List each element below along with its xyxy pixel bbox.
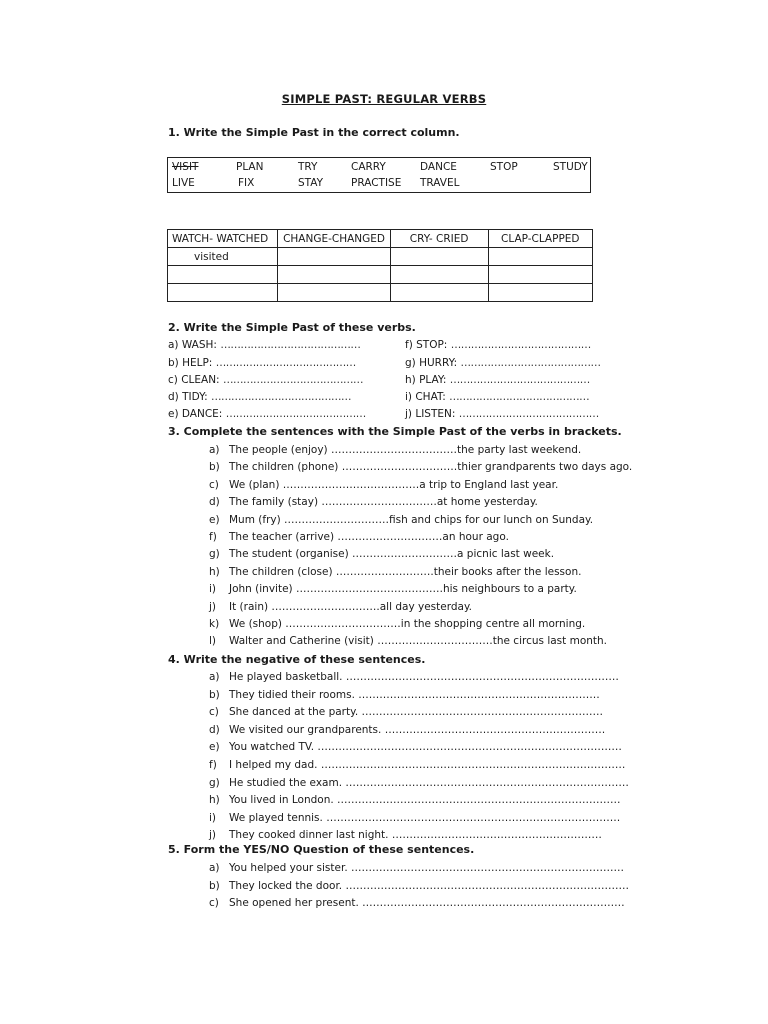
verb-prompt: h) PLAY: xyxy=(405,374,447,386)
table-header-row xyxy=(168,230,593,248)
answer-cell[interactable] xyxy=(390,266,488,284)
table-row xyxy=(168,248,593,266)
exercise-2-item xyxy=(168,390,351,404)
answer-blank[interactable]: …………………………………… xyxy=(458,408,599,420)
item-label: d) xyxy=(209,723,220,736)
item-label: j) xyxy=(209,829,217,842)
item-sentence: They locked the door. ……………………………………………………………………… xyxy=(229,879,629,892)
answer-cell[interactable] xyxy=(168,266,278,284)
page-title: SIMPLE PAST: REGULAR VERBS xyxy=(281,92,487,106)
answer-blank[interactable]: …………………………………… xyxy=(220,339,361,351)
exercise-4-item[interactable] xyxy=(209,688,600,702)
answer-blank[interactable]: …………………………………… xyxy=(215,357,356,369)
item-sentence: The family (stay) ……………………………at home yesterday. xyxy=(229,496,538,509)
exercise-4-item[interactable] xyxy=(209,670,619,684)
item-label: g) xyxy=(209,776,220,789)
verb-item: STOP xyxy=(490,161,518,173)
item-sentence: She opened her present. ………………………………………………………………… xyxy=(229,897,625,909)
item-sentence: The teacher (arrive) …………………………an hour ago. xyxy=(229,531,509,543)
item-label: e) xyxy=(209,513,220,526)
exercise-3-item[interactable] xyxy=(209,547,554,561)
table-row xyxy=(168,284,593,302)
answer-cell[interactable] xyxy=(390,284,488,302)
item-label: l) xyxy=(209,635,217,648)
answer-blank[interactable]: …………………………………… xyxy=(222,374,363,386)
verb-item: TRY xyxy=(298,161,318,173)
item-label: c) xyxy=(209,478,219,491)
exercise-2-item xyxy=(405,356,601,370)
exercise-1-heading: 1. Write the Simple Past in the correct column. xyxy=(168,126,460,139)
exercise-3-item[interactable] xyxy=(209,530,509,544)
column-header: CLAP-CLAPPED xyxy=(488,230,592,248)
item-sentence: The people (enjoy) ………………………………the party last weekend. xyxy=(229,444,582,456)
column-header: WATCH- WATCHED xyxy=(168,230,278,248)
verb-prompt: d) TIDY: xyxy=(168,391,208,403)
exercise-4-item[interactable] xyxy=(209,776,629,790)
item-label: f) xyxy=(209,759,217,771)
verb-item: STAY xyxy=(298,177,324,189)
item-sentence: The children (close) ……………………….their books after the lesson. xyxy=(229,565,582,578)
exercise-2-item xyxy=(405,338,591,352)
item-label: a) xyxy=(209,862,220,874)
answer-cell[interactable] xyxy=(390,248,488,266)
exercise-2-item xyxy=(168,356,356,370)
item-sentence: You watched TV. …………………………………………………………………………… xyxy=(229,741,622,754)
verb-prompt: i) CHAT: xyxy=(405,391,446,403)
exercise-5-item[interactable] xyxy=(209,861,624,875)
item-sentence: They tidied their rooms. …………………………………………………………… xyxy=(229,688,600,701)
item-sentence: We played tennis. ………………………………………………………………………… xyxy=(229,811,621,824)
exercise-2-item xyxy=(405,390,589,404)
verb-prompt: a) WASH: xyxy=(168,339,217,351)
item-sentence: We (shop) ……………………………in the shopping centre all morning. xyxy=(229,618,586,630)
exercise-3-heading: 3. Complete the sentences with the Simple Past of the verbs in brackets. xyxy=(168,425,622,438)
item-sentence: John (invite) ……………………………………his neighbours to a party. xyxy=(229,583,577,596)
item-label: k) xyxy=(209,618,220,630)
exercise-2-heading: 2. Write the Simple Past of these verbs. xyxy=(168,321,416,334)
exercise-4-item[interactable] xyxy=(209,828,602,842)
item-label: h) xyxy=(209,565,220,578)
exercise-4-item[interactable] xyxy=(209,793,621,807)
verb-item: PRACTISE xyxy=(351,177,402,189)
item-label: i) xyxy=(209,811,217,824)
answer-blank[interactable]: …………………………………… xyxy=(211,391,352,403)
exercise-3-item[interactable] xyxy=(209,634,607,648)
item-sentence: You lived in London. ……………………………………………………………………… xyxy=(229,794,621,807)
exercise-3-item[interactable] xyxy=(209,495,538,509)
table-row xyxy=(168,266,593,284)
exercise-4-item[interactable] xyxy=(209,811,620,825)
answer-blank[interactable]: …………………………………… xyxy=(450,339,591,351)
verb-item: DANCE xyxy=(420,161,457,173)
item-sentence: The children (phone) ……………………………thier grandparents two days ago. xyxy=(229,461,633,474)
item-label: g) xyxy=(209,548,220,561)
exercise-2-item xyxy=(405,373,590,387)
verb-item: TRAVEL xyxy=(420,177,460,189)
item-sentence: I helped my dad. …………………………………………………………………………… xyxy=(229,759,626,771)
answer-cell[interactable] xyxy=(278,248,390,266)
answer-cell[interactable] xyxy=(488,266,592,284)
verb-prompt: f) STOP: xyxy=(405,339,448,351)
exercise-4-item[interactable] xyxy=(209,758,625,772)
answer-cell[interactable] xyxy=(168,284,278,302)
exercise-3-item[interactable] xyxy=(209,478,558,492)
exercise-3-item[interactable] xyxy=(209,443,581,457)
exercise-2-item xyxy=(168,338,360,352)
item-label: b) xyxy=(209,688,220,701)
verb-columns-table xyxy=(167,229,593,302)
item-label: a) xyxy=(209,671,220,683)
verb-box xyxy=(167,157,591,193)
item-label: i) xyxy=(209,583,217,596)
exercise-4-item[interactable] xyxy=(209,705,603,719)
verb-prompt: b) HELP: xyxy=(168,357,213,369)
answer-cell[interactable] xyxy=(488,248,592,266)
exercise-4-item[interactable] xyxy=(209,723,605,737)
verb-item: CARRY xyxy=(351,161,386,173)
item-sentence: They cooked dinner last night. …………………………………………………… xyxy=(229,829,602,842)
verb-item: VISIT xyxy=(172,161,199,173)
exercise-4-item[interactable] xyxy=(209,740,622,754)
item-sentence: He played basketball. …………………………………………………………………… xyxy=(229,671,619,683)
item-sentence: He studied the exam. ……………………………………………………………………… xyxy=(229,776,629,789)
answer-cell[interactable] xyxy=(488,284,592,302)
exercise-3-item[interactable] xyxy=(209,617,585,631)
answer-cell[interactable] xyxy=(278,284,390,302)
verb-prompt: g) HURRY: xyxy=(405,357,458,369)
answer-blank[interactable]: …………………………………… xyxy=(449,391,590,403)
exercise-3-item[interactable] xyxy=(209,600,472,614)
item-label: b) xyxy=(209,461,220,474)
item-sentence: The student (organise) …………………………a picnic last week. xyxy=(229,548,555,561)
item-label: c) xyxy=(209,706,219,719)
exercise-3-item[interactable] xyxy=(209,460,632,474)
exercise-5-heading: 5. Form the YES/NO Question of these sentences. xyxy=(168,843,475,856)
exercise-3-item[interactable] xyxy=(209,513,593,527)
verb-prompt: c) CLEAN: xyxy=(168,374,220,386)
answer-blank[interactable]: …………………………………… xyxy=(449,374,590,386)
item-label: e) xyxy=(209,741,220,754)
item-label: j) xyxy=(209,600,217,613)
verb-prompt: j) LISTEN: xyxy=(405,408,456,420)
answer-cell[interactable] xyxy=(278,266,390,284)
item-sentence: We visited our grandparents. ……………………………………………………… xyxy=(229,723,606,736)
exercise-2-item xyxy=(168,407,366,421)
item-sentence: Mum (fry) …………………………fish and chips for our lunch on Sunday. xyxy=(229,513,594,526)
item-label: h) xyxy=(209,794,220,807)
exercise-5-item[interactable] xyxy=(209,896,625,910)
verb-item: PLAN xyxy=(236,161,264,173)
column-header: CRY- CRIED xyxy=(390,230,488,248)
column-header: CHANGE-CHANGED xyxy=(278,230,390,248)
item-label: f) xyxy=(209,531,217,543)
verb-prompt: e) DANCE: xyxy=(168,408,223,420)
item-sentence: It (rain) ………………………….all day yesterday. xyxy=(229,600,473,613)
item-label: a) xyxy=(209,444,220,456)
exercise-5-item[interactable] xyxy=(209,879,629,893)
verb-item: STUDY xyxy=(553,161,588,173)
exercise-2-item xyxy=(168,373,363,387)
exercise-3-item[interactable] xyxy=(209,582,577,596)
item-sentence: You helped your sister. …………………………………………………………………… xyxy=(229,862,625,874)
verb-item: LIVE xyxy=(172,177,195,189)
verb-item: FIX xyxy=(238,177,255,189)
item-sentence: We (plan) …………………………………a trip to England last year. xyxy=(229,478,559,491)
answer-blank[interactable]: …………………………………… xyxy=(460,357,601,369)
item-label: b) xyxy=(209,879,220,892)
exercise-3-item[interactable] xyxy=(209,565,581,579)
answer-cell[interactable]: visited xyxy=(168,248,278,266)
exercise-4-heading: 4. Write the negative of these sentences. xyxy=(168,653,426,666)
item-sentence: She danced at the party. …………………………………………………………… xyxy=(229,706,603,719)
item-sentence: Walter and Catherine (visit) ……………………………the circus last month. xyxy=(229,635,608,648)
exercise-2-item xyxy=(405,407,599,421)
item-label: c) xyxy=(209,897,219,909)
item-label: d) xyxy=(209,496,220,509)
answer-blank[interactable]: …………………………………… xyxy=(225,408,366,420)
